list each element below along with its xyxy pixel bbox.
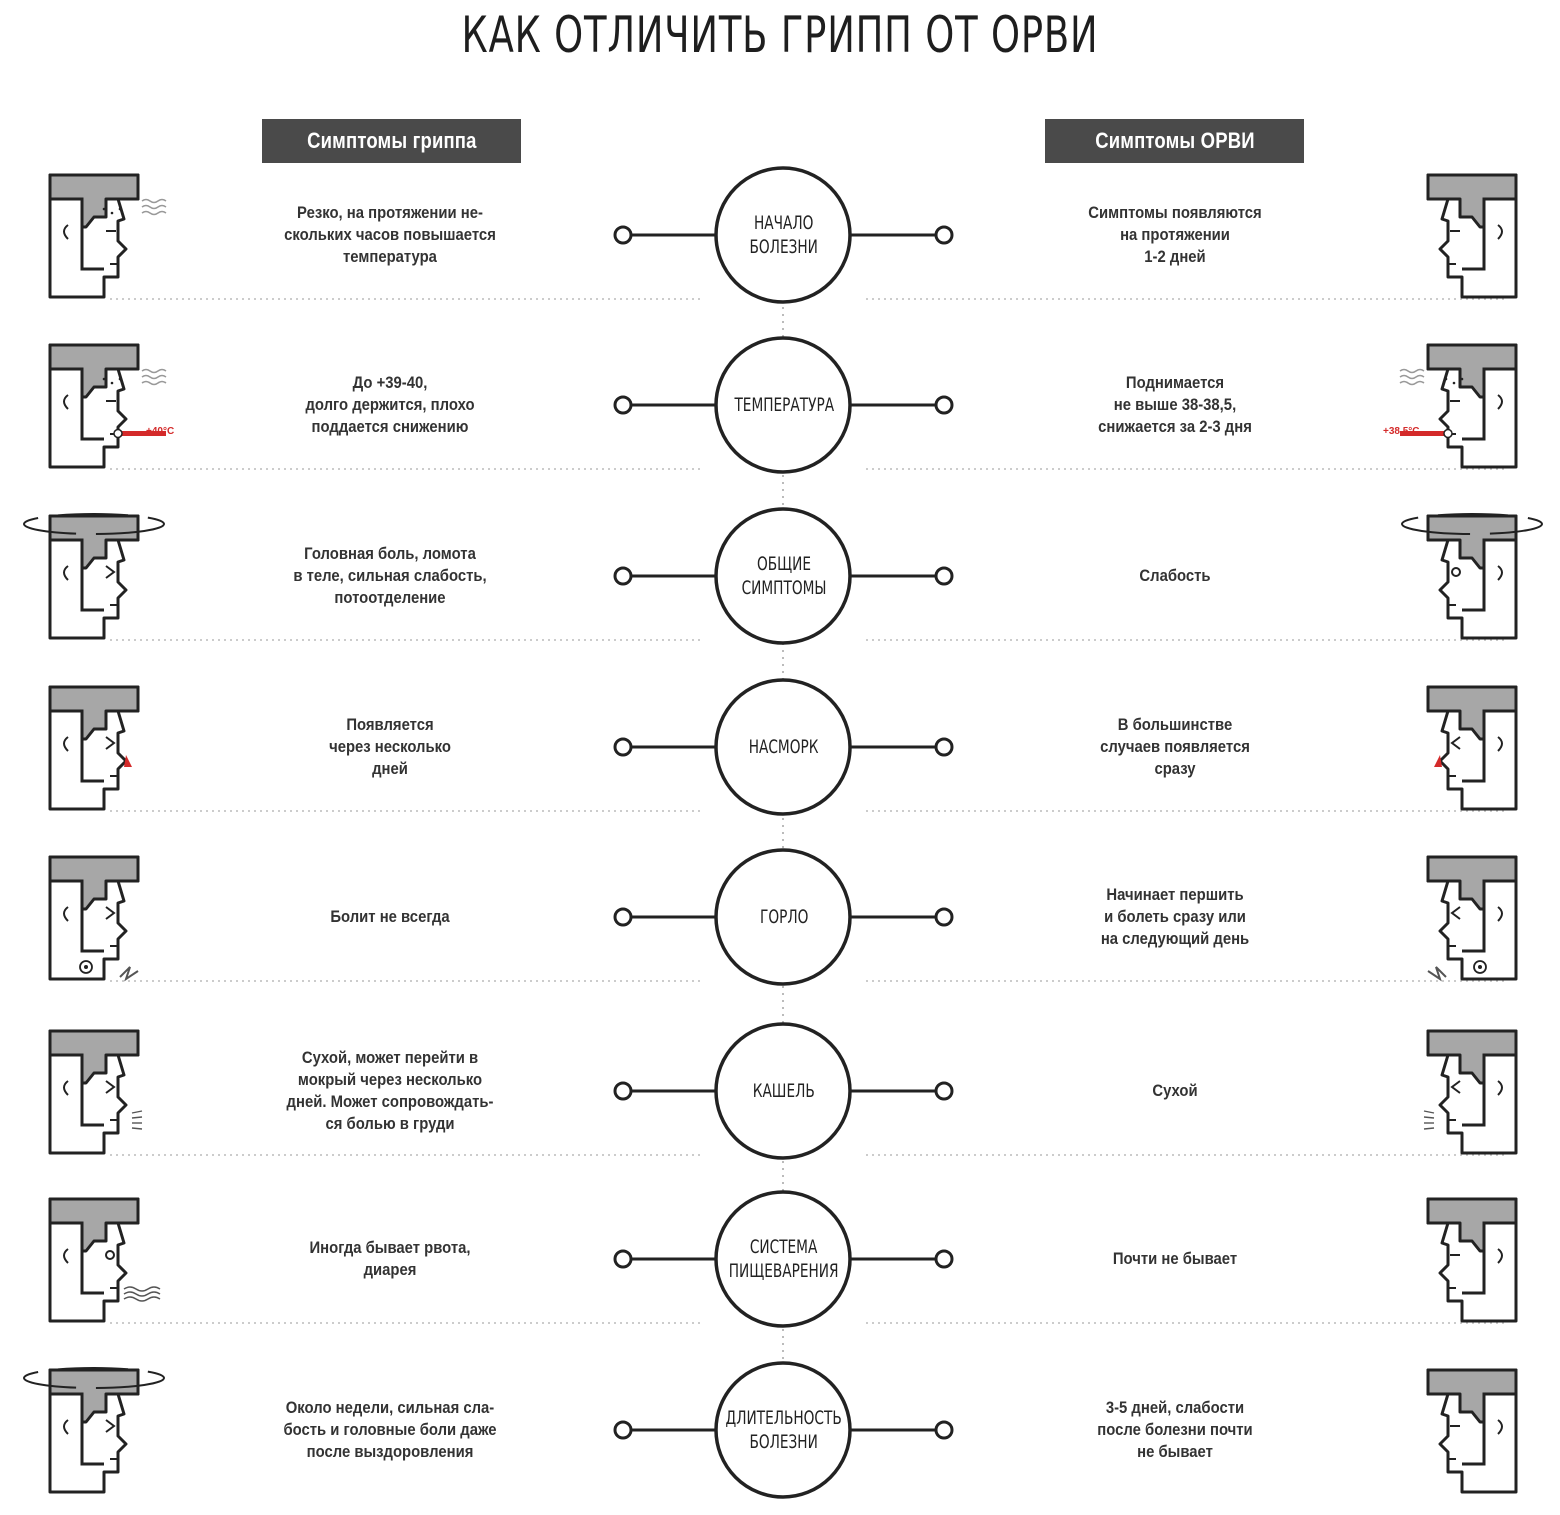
orvi-symptom-text: Слабость (1139, 567, 1211, 585)
orvi-symptom-text: Почти не бывает (1112, 1250, 1238, 1268)
comparison-row (0, 1345, 1560, 1515)
category-label (714, 832, 854, 1002)
category-label-text: ОБЩИЕ СИМПТОМЫ (741, 553, 827, 599)
comparison-row (0, 832, 1560, 1002)
category-label (714, 1345, 854, 1515)
flu-symptom-text: Резко, на протяжении не- скольких часов повышается температура (284, 204, 496, 266)
category-label-text: СИСТЕМА ПИЩЕВАРЕНИЯ (729, 1236, 839, 1282)
flu-symptom-text: Около недели, сильная сла- бость и головные боли даже после выздоровления (283, 1399, 497, 1461)
infographic-title: КАК ОТЛИЧИТЬ ГРИПП ОТ ОРВИ (461, 6, 1099, 64)
category-label (714, 1174, 854, 1344)
category-label-text: НАСМОРК (749, 736, 819, 758)
comparison-row (0, 491, 1560, 661)
category-label-text: ГОРЛО (759, 906, 809, 928)
category-label-text: ТЕМПЕРАТУРА (734, 394, 834, 416)
flu-symptom-text: Появляется через несколько дней (329, 716, 451, 778)
category-label (714, 320, 854, 490)
category-label (714, 1006, 854, 1176)
category-label (714, 662, 854, 832)
flu-symptom-text: Головная боль, ломота в теле, сильная слабость, потоотделение (293, 545, 487, 607)
category-label (714, 150, 854, 320)
category-label-text: НАЧАЛО БОЛЕЗНИ (749, 212, 819, 258)
comparison-row (0, 1174, 1560, 1344)
flu-symptom-text: Болит не всегда (330, 908, 450, 926)
orvi-column-header-label: Симптомы ОРВИ (1094, 128, 1255, 153)
flu-column-header-label: Симптомы гриппа (306, 128, 477, 153)
category-label (714, 491, 854, 661)
flu-symptom-text: Иногда бывает рвота, диарея (309, 1239, 471, 1279)
category-label-text: ДЛИТЕЛЬНОСТЬ БОЛЕЗНИ (725, 1407, 843, 1453)
flu-symptom-text: Сухой, может перейти в мокрый через несколько дней. Может сопровождать- ся болью в груди (286, 1049, 494, 1133)
comparison-row (0, 320, 1560, 490)
orvi-symptom-text: Начинает першить и болеть сразу или на следующий день (1100, 886, 1250, 948)
flu-temperature-readout: +40°C (146, 426, 175, 437)
flu-symptom-text: До +39-40, долго держится, плохо поддается снижению (305, 374, 475, 436)
comparison-row (0, 1006, 1560, 1176)
orvi-symptom-text: В большинстве случаев появляется сразу (1100, 716, 1250, 778)
orvi-temperature-readout: +38,5°C (1383, 426, 1420, 437)
category-label-text: КАШЕЛЬ (753, 1080, 815, 1102)
orvi-symptom-text: Поднимается не выше 38-38,5, снижается за 2-3 дня (1098, 374, 1252, 436)
orvi-symptom-text: 3-5 дней, слабости после болезни почти не бывает (1097, 1399, 1253, 1461)
orvi-symptom-text: Симптомы появляются на протяжении 1-2 дней (1088, 204, 1262, 266)
comparison-row (0, 150, 1560, 320)
orvi-symptom-text: Сухой (1152, 1082, 1198, 1100)
comparison-row (0, 662, 1560, 832)
